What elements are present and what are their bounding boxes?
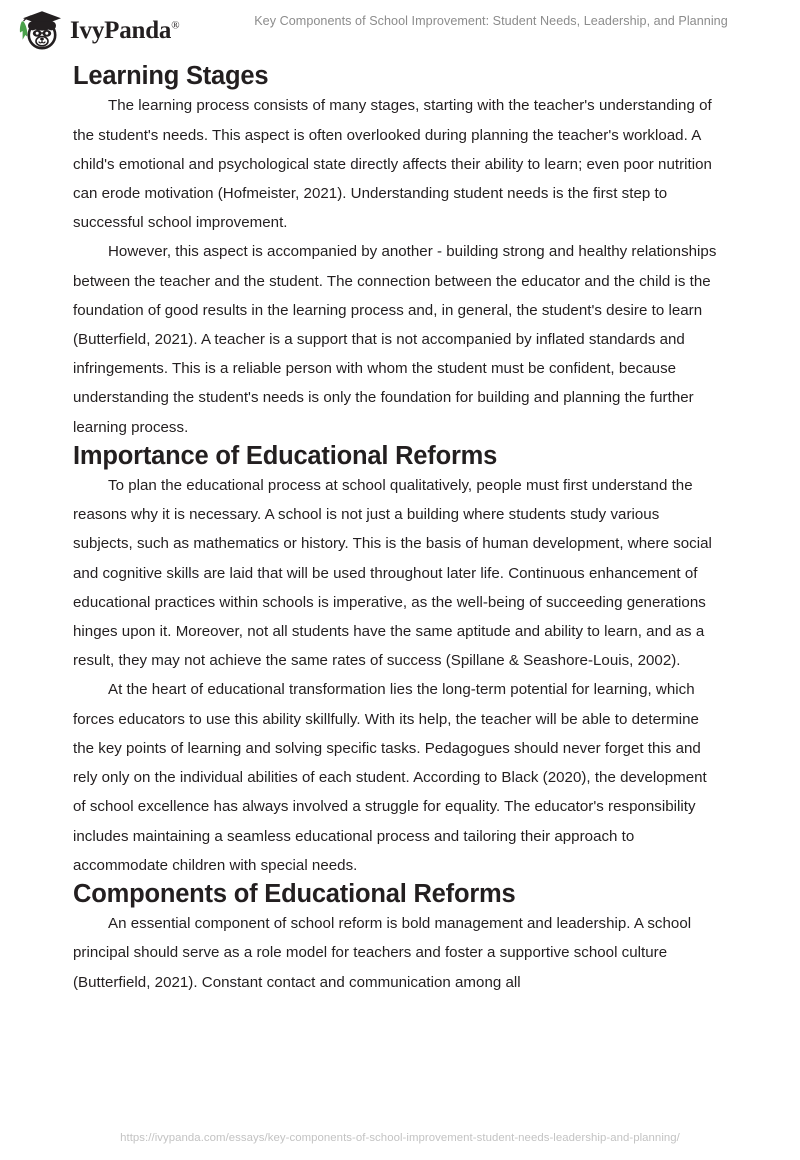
paragraph: An essential component of school reform is bold management and leadership. A school principal should serve as a role model for teachers and foster a supportive school culture (Butterfield, 2021). Constant contact and communication among all (73, 915, 692, 991)
page-footer (0, 1128, 800, 1146)
document-body (73, 62, 723, 997)
paragraph: The learning process consists of many stages, starting with the teacher's understanding of the student's needs. This aspect is often overlooked during planning the teacher's workload. A child's emotional and psychological state directly affects their ability to learn; even poor nutrition can erode motivation (Hofmeister, 2021). Understanding student needs is the first step to successful school improvement. (73, 97, 712, 232)
source-url[interactable]: https://ivypanda.com/essays/key-components-of-school-improvement-student-needs-leadership-and-planning/ (120, 1132, 680, 1144)
section-heading-learning-stages: Learning Stages (73, 62, 269, 90)
section-heading-components-of-educational-reforms: Components of Educational Reforms (73, 879, 516, 908)
paragraph: To plan the educational process at school qualitatively, people must first understand the reasons why it is necessary. A school is not just a building where students study various subjects, such as mathematics or history. This is the basis of human development, where social and cognitive skills are laid that will be used throughout later life. Continuous enhancement of educational practices within schools is imperative, as the well-being of succeeding generations hinges upon it. Moreover, not all students have the same aptitude and ability to learn, and as a result, they may not achieve the same rates of success (Spillane & Seashore-Louis, 2002). (73, 477, 712, 670)
paragraph: However, this aspect is accompanied by another - building strong and healthy relationships between the teacher and the student. The connection between the educator and the child is the foundation of good results in the learning process and, in general, the student's desire to learn (Butterfield, 2021). A teacher is a support that is not accompanied by inflated standards and infringements. This is a reliable person with whom the student must be confident, because understanding the student's needs is only the foundation for building and planning the further learning process. (73, 243, 717, 436)
section-heading-importance-of-educational-reforms: Importance of Educational Reforms (73, 441, 498, 470)
panda-graduation-cap-icon (14, 8, 66, 52)
registered-trademark-symbol: ® (171, 19, 180, 32)
page-header (0, 0, 800, 60)
paragraph: At the heart of educational transformation lies the long-term potential for learning, which forces educators to use this ability skillfully. With its help, the teacher will be able to determine the key points of learning and solving specific tasks. Pedagogues should never forget this and rely only on the individual abilities of each student. According to Black (2020), the development of school excellence has always involved a struggle for equality. The educator's responsibility includes maintaining a seamless educational process and tailoring their approach to accommodate children with special needs. (73, 681, 707, 874)
document-title: Key Components of School Improvement: Student Needs, Leadership, and Planning (254, 14, 728, 28)
ivypanda-logo[interactable] (14, 8, 179, 52)
brand-name-text: IvyPanda (70, 16, 172, 44)
brand-wordmark (70, 18, 179, 43)
